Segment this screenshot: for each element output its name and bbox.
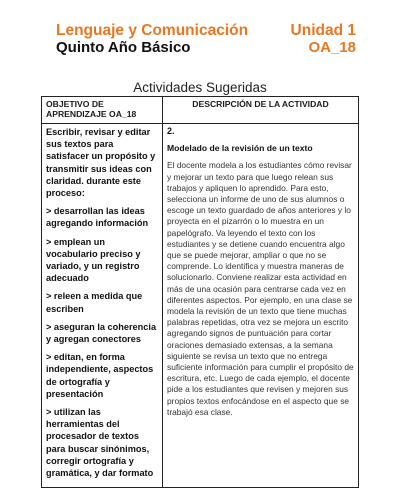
activity-title: Modelado de la revisión de un texto bbox=[167, 143, 313, 154]
oa-code: OA_18 bbox=[308, 39, 356, 56]
description-cell bbox=[163, 124, 359, 488]
activity-number: 2. bbox=[167, 126, 175, 136]
header-right bbox=[291, 22, 356, 57]
objective-item: > aseguran la coherencia y agregan conectores bbox=[46, 321, 157, 345]
grade-label: Quinto Año Básico bbox=[56, 39, 191, 56]
section-title: Actividades Sugeridas bbox=[133, 80, 267, 95]
unit-label: Unidad 1 bbox=[290, 22, 356, 39]
header-left bbox=[56, 22, 248, 57]
subject-title: Lenguaje y Comunicación bbox=[56, 22, 249, 39]
objective-header: OBJETIVO DE APRENDIZAJE OA_18 bbox=[42, 97, 163, 124]
objective-intro: Escribir, revisar y editar sus textos para satisfacer un propósito y transmitir sus ideas con claridad. durante este proceso: bbox=[46, 127, 156, 199]
activity-text: El docente modela a los estudiantes cómo revisar y mejorar un texto para que luego relean sus trabajos y apliquen lo aprendido. Para esto, selecciona un informe de uno de sus alumnos o escoge un texto guardado de años anteriores y lo proyecta en el pizarrón o lo muestra en un papelógrafo. Va leyendo el texto con los estudiantes y se detiene cuando encuentra algo que se puede mejorar, ampliar o que no se comprende. Lo identifica y muestra maneras de solucionarlo. Conviene realizar esta actividad en más de una ocasión para centrarse cada vez en diferentes aspectos. Por ejemplo, en una clase se modela la revisión de un texto que tiene muchas palabras repetidas, otra vez se mejora un escrito agregando signos de puntuación para cortar oraciones demasiado extensas, a la semana siguiente se revisa un texto que no entrega suficiente información para cumplir el propósito de escritura, etc. Luego de cada ejemplo, el docente pide a los estudiantes que revisen y mejoren sus propios textos enfocándose en el aspecto que se trabajó esa clase. bbox=[167, 160, 354, 417]
table-row bbox=[42, 124, 359, 488]
description-header: DESCRIPCIÓN DE LA ACTIVIDAD bbox=[163, 97, 359, 124]
activities-table bbox=[41, 96, 359, 488]
objective-cell bbox=[42, 124, 163, 488]
objective-item: > desarrollan las ideas agregando información bbox=[46, 206, 149, 229]
objective-item: > utilizan las herramientas del procesador de textos para buscar sinónimos, corregir ortografía y gramática, y dar formato bbox=[46, 407, 154, 479]
objective-item: > releen a medida que escriben bbox=[46, 291, 143, 314]
objective-item: > editan, en forma independiente, aspectos de ortografía y presentación bbox=[46, 352, 154, 399]
table-header-row bbox=[42, 97, 359, 124]
objective-item: > emplean un vocabulario preciso y variado, y un registro adecuado bbox=[46, 236, 141, 284]
